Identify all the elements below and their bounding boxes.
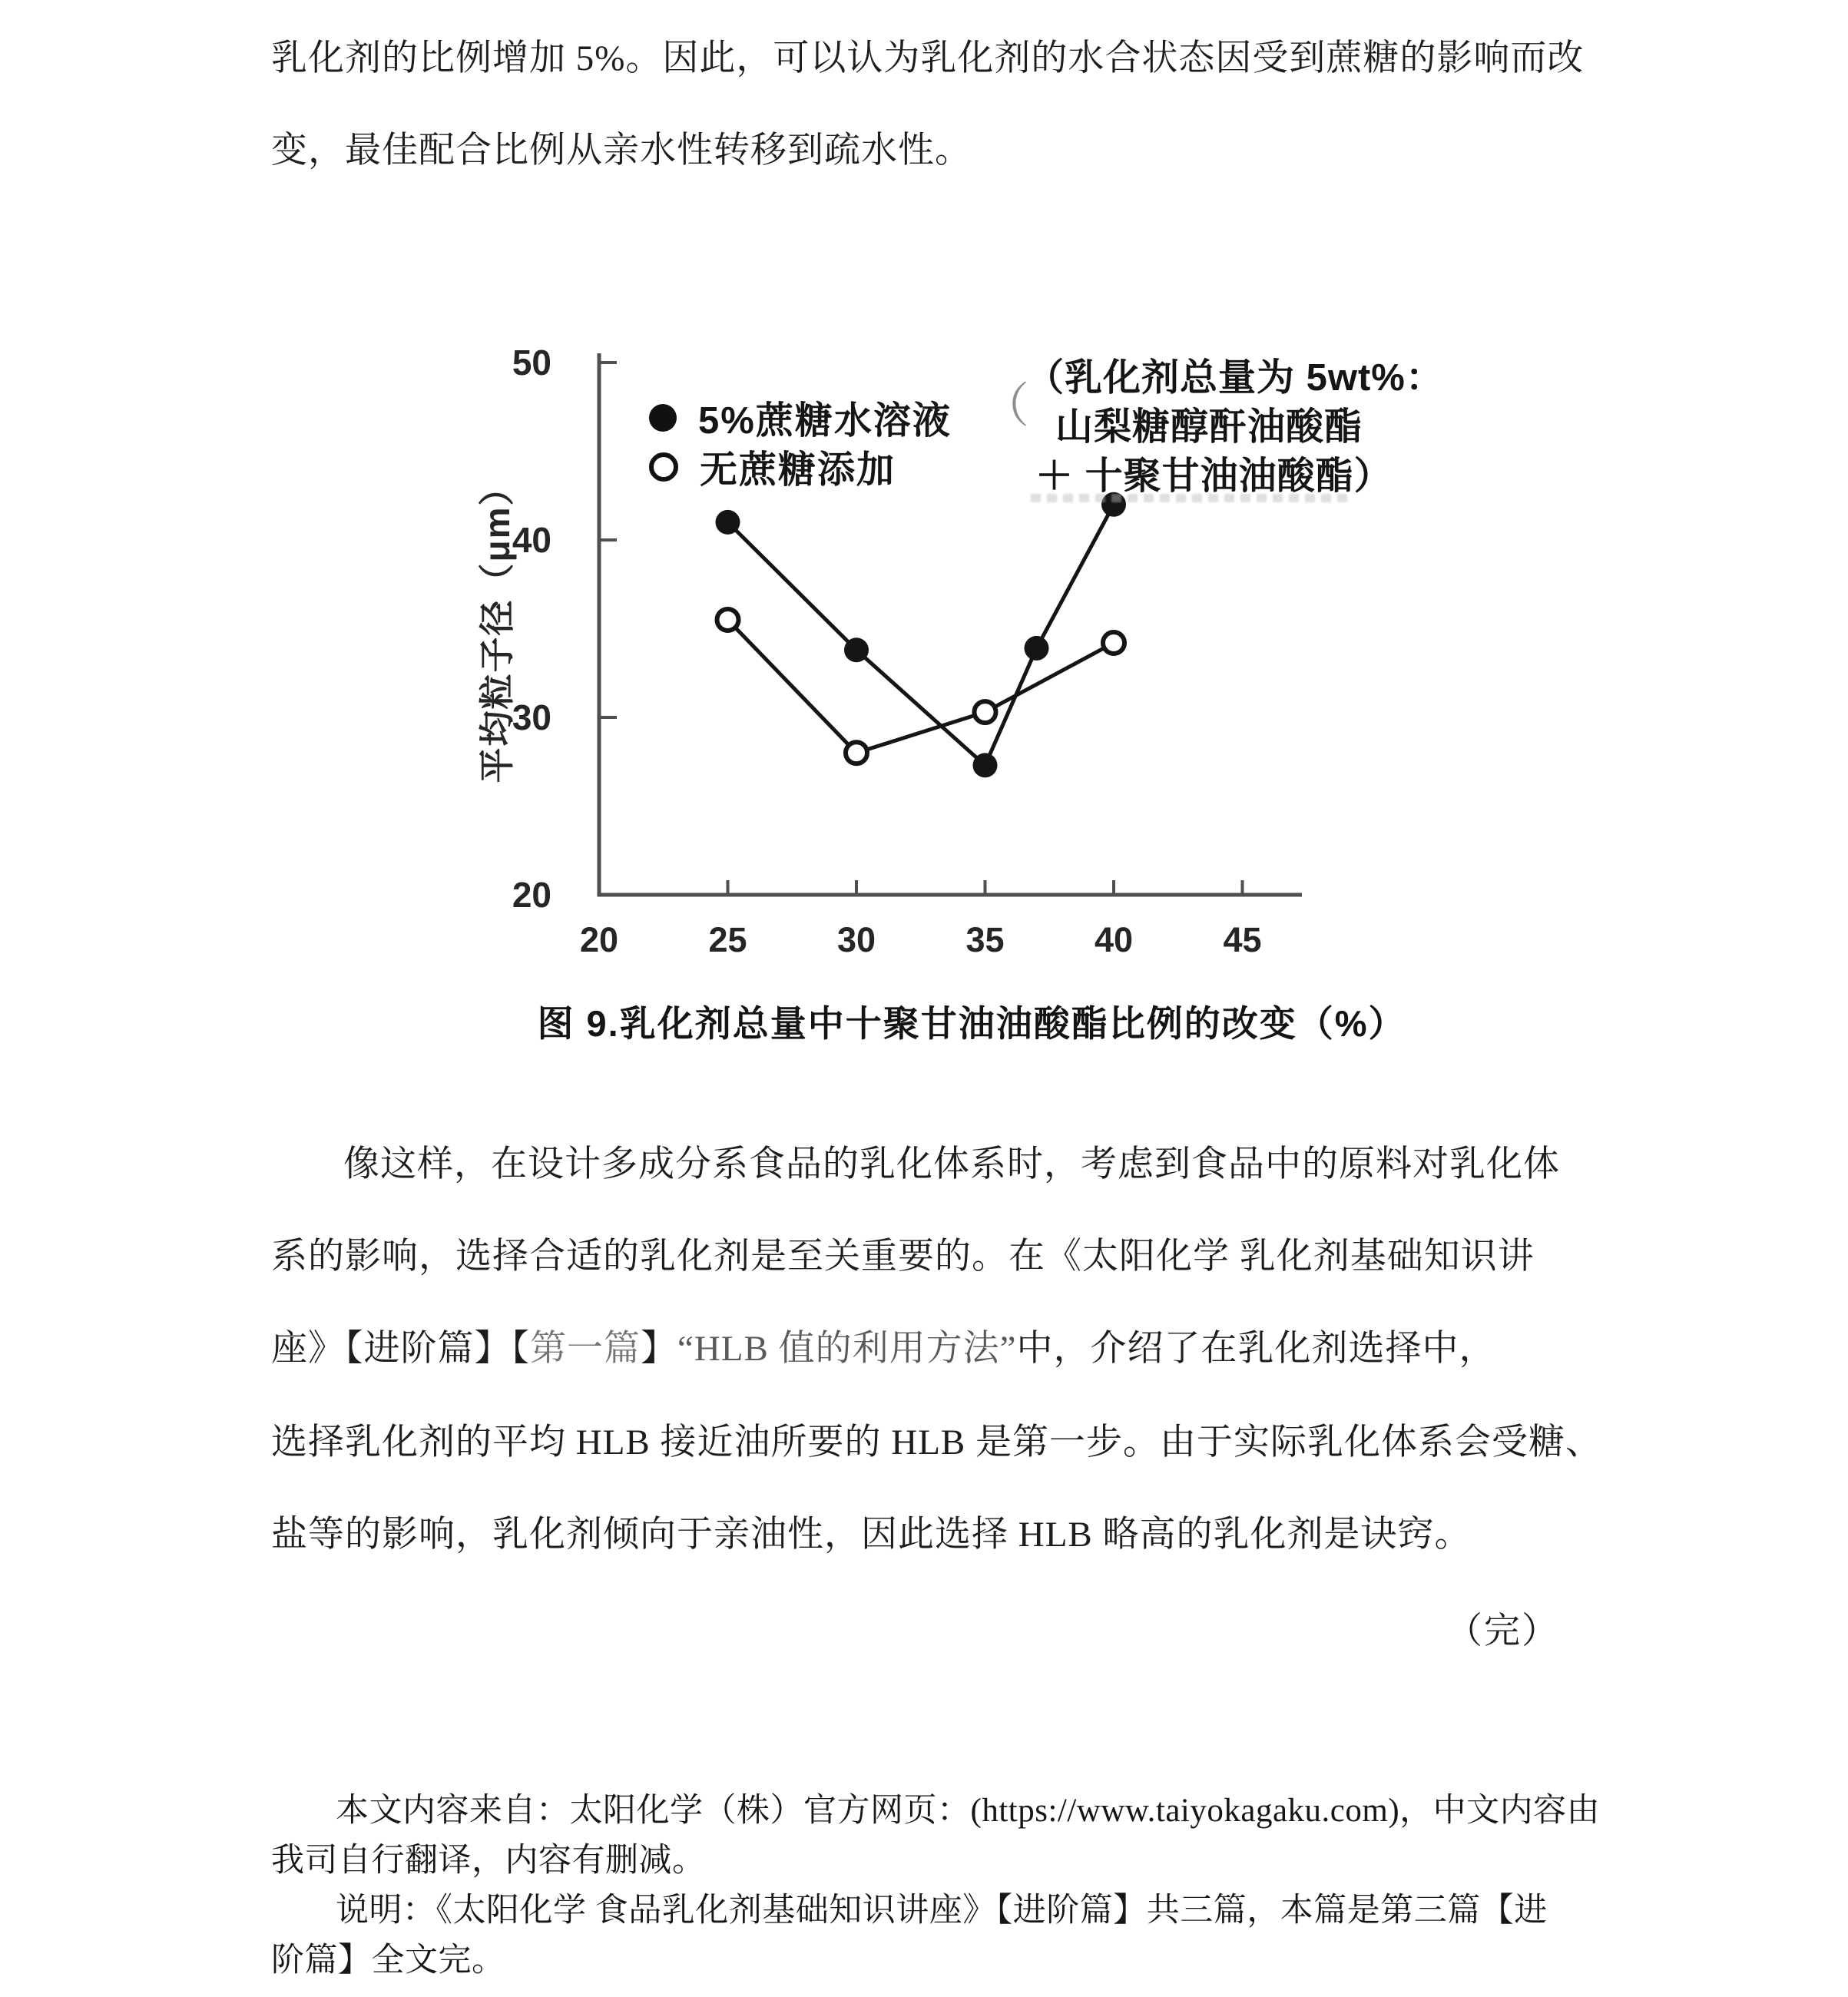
data-point <box>844 638 869 662</box>
figure-chart <box>0 0 1848 998</box>
data-point <box>973 753 998 777</box>
y-tick-label: 50 <box>512 343 551 383</box>
data-point <box>975 701 996 723</box>
x-tick-label: 35 <box>965 920 1005 959</box>
y-tick-label: 40 <box>512 520 551 560</box>
paragraph2-line3-pre: 座》【进阶篇】【 <box>271 1329 530 1369</box>
paragraph2-line4: 选择乳化剂的平均 HLB 接近油所要的 HLB 是第一步。由于实际乳化体系会受糖、 <box>271 1422 1602 1462</box>
y-axis-title: 平均粒子径（μm） <box>477 469 517 783</box>
data-point <box>716 510 740 535</box>
x-tick-label: 40 <box>1094 920 1134 959</box>
footer-line2: 我司自行翻译，内容有删减。 <box>271 1843 706 1879</box>
legend-row-no-sucrose <box>649 442 952 492</box>
annotation-line3: ＋ 十聚甘油油酸酯） <box>1035 455 1393 497</box>
scan-artifact-smudge <box>1031 494 1353 502</box>
link-first-article: 第一篇 <box>530 1329 641 1369</box>
quoted-hlb-title: “HLB 值的利用方法” <box>677 1329 1017 1369</box>
paragraph1-line2: 变，最佳配合比例从亲水性转移到疏水性。 <box>271 131 972 171</box>
figure-caption: 图 9.乳化剂总量中十聚甘油油酸酯比例的改变（%） <box>537 1003 1406 1044</box>
scan-artifact-paren: （ <box>982 380 1030 432</box>
annotation-line1: （乳化剂总量为 5wt%： <box>1026 357 1444 399</box>
paragraph2-line2: 系的影响，选择合适的乳化剂是至关重要的。在《太阳化学 乳化剂基础知识讲 <box>271 1237 1535 1277</box>
series-line <box>728 505 1114 766</box>
data-point <box>1025 636 1049 661</box>
chart-legend <box>649 393 952 492</box>
chart-annotation <box>1026 353 1444 501</box>
footer-line1: 本文内容来自：太阳化学（株）官方网页：(https://www.taiyokagaku.com)，中文内容由 <box>336 1793 1601 1829</box>
open-circle-icon <box>649 452 678 482</box>
data-point <box>1103 632 1124 654</box>
x-tick-label: 25 <box>708 920 747 959</box>
footer-line3: 说明：《太阳化学 食品乳化剂基础知识讲座》【进阶篇】共三篇，本篇是第三篇【进 <box>336 1893 1548 1929</box>
filled-circle-icon <box>649 404 677 432</box>
series-line <box>728 620 1114 753</box>
data-point <box>846 742 867 763</box>
paragraph1-line1: 乳化剂的比例增加 5%。因此，可以认为乳化剂的水合状态因受到蔗糖的影响而改 <box>271 38 1585 78</box>
paragraph2-line5: 盐等的影响，乳化剂倾向于亲油性，因此选择 HLB 略高的乳化剂是诀窍。 <box>271 1515 1472 1555</box>
footer-line4: 阶篇】全文完。 <box>271 1942 505 1979</box>
x-tick-label: 45 <box>1223 920 1262 959</box>
y-tick-label: 30 <box>512 697 551 737</box>
x-tick-label: 20 <box>579 920 619 959</box>
paragraph2-line3-post: 中，介绍了在乳化剂选择中， <box>1016 1329 1496 1369</box>
paragraph2-line3-mid: 】 <box>641 1329 677 1369</box>
y-tick-label: 20 <box>512 875 551 915</box>
legend-label-sucrose: 5%蔗糖水溶液 <box>698 400 952 442</box>
paragraph2-line3 <box>271 1327 1623 1370</box>
end-mark: （完） <box>1446 1611 1559 1651</box>
x-tick-label: 30 <box>836 920 876 959</box>
data-point <box>717 609 739 631</box>
legend-row-sucrose <box>649 393 952 442</box>
legend-label-no-sucrose: 无蔗糖添加 <box>700 449 896 491</box>
paragraph2-line1: 像这样，在设计多成分系食品的乳化体系时，考虑到食品中的原料对乳化体 <box>343 1144 1560 1184</box>
annotation-line2: 山梨糖醇酐油酸酯 <box>1055 406 1363 448</box>
